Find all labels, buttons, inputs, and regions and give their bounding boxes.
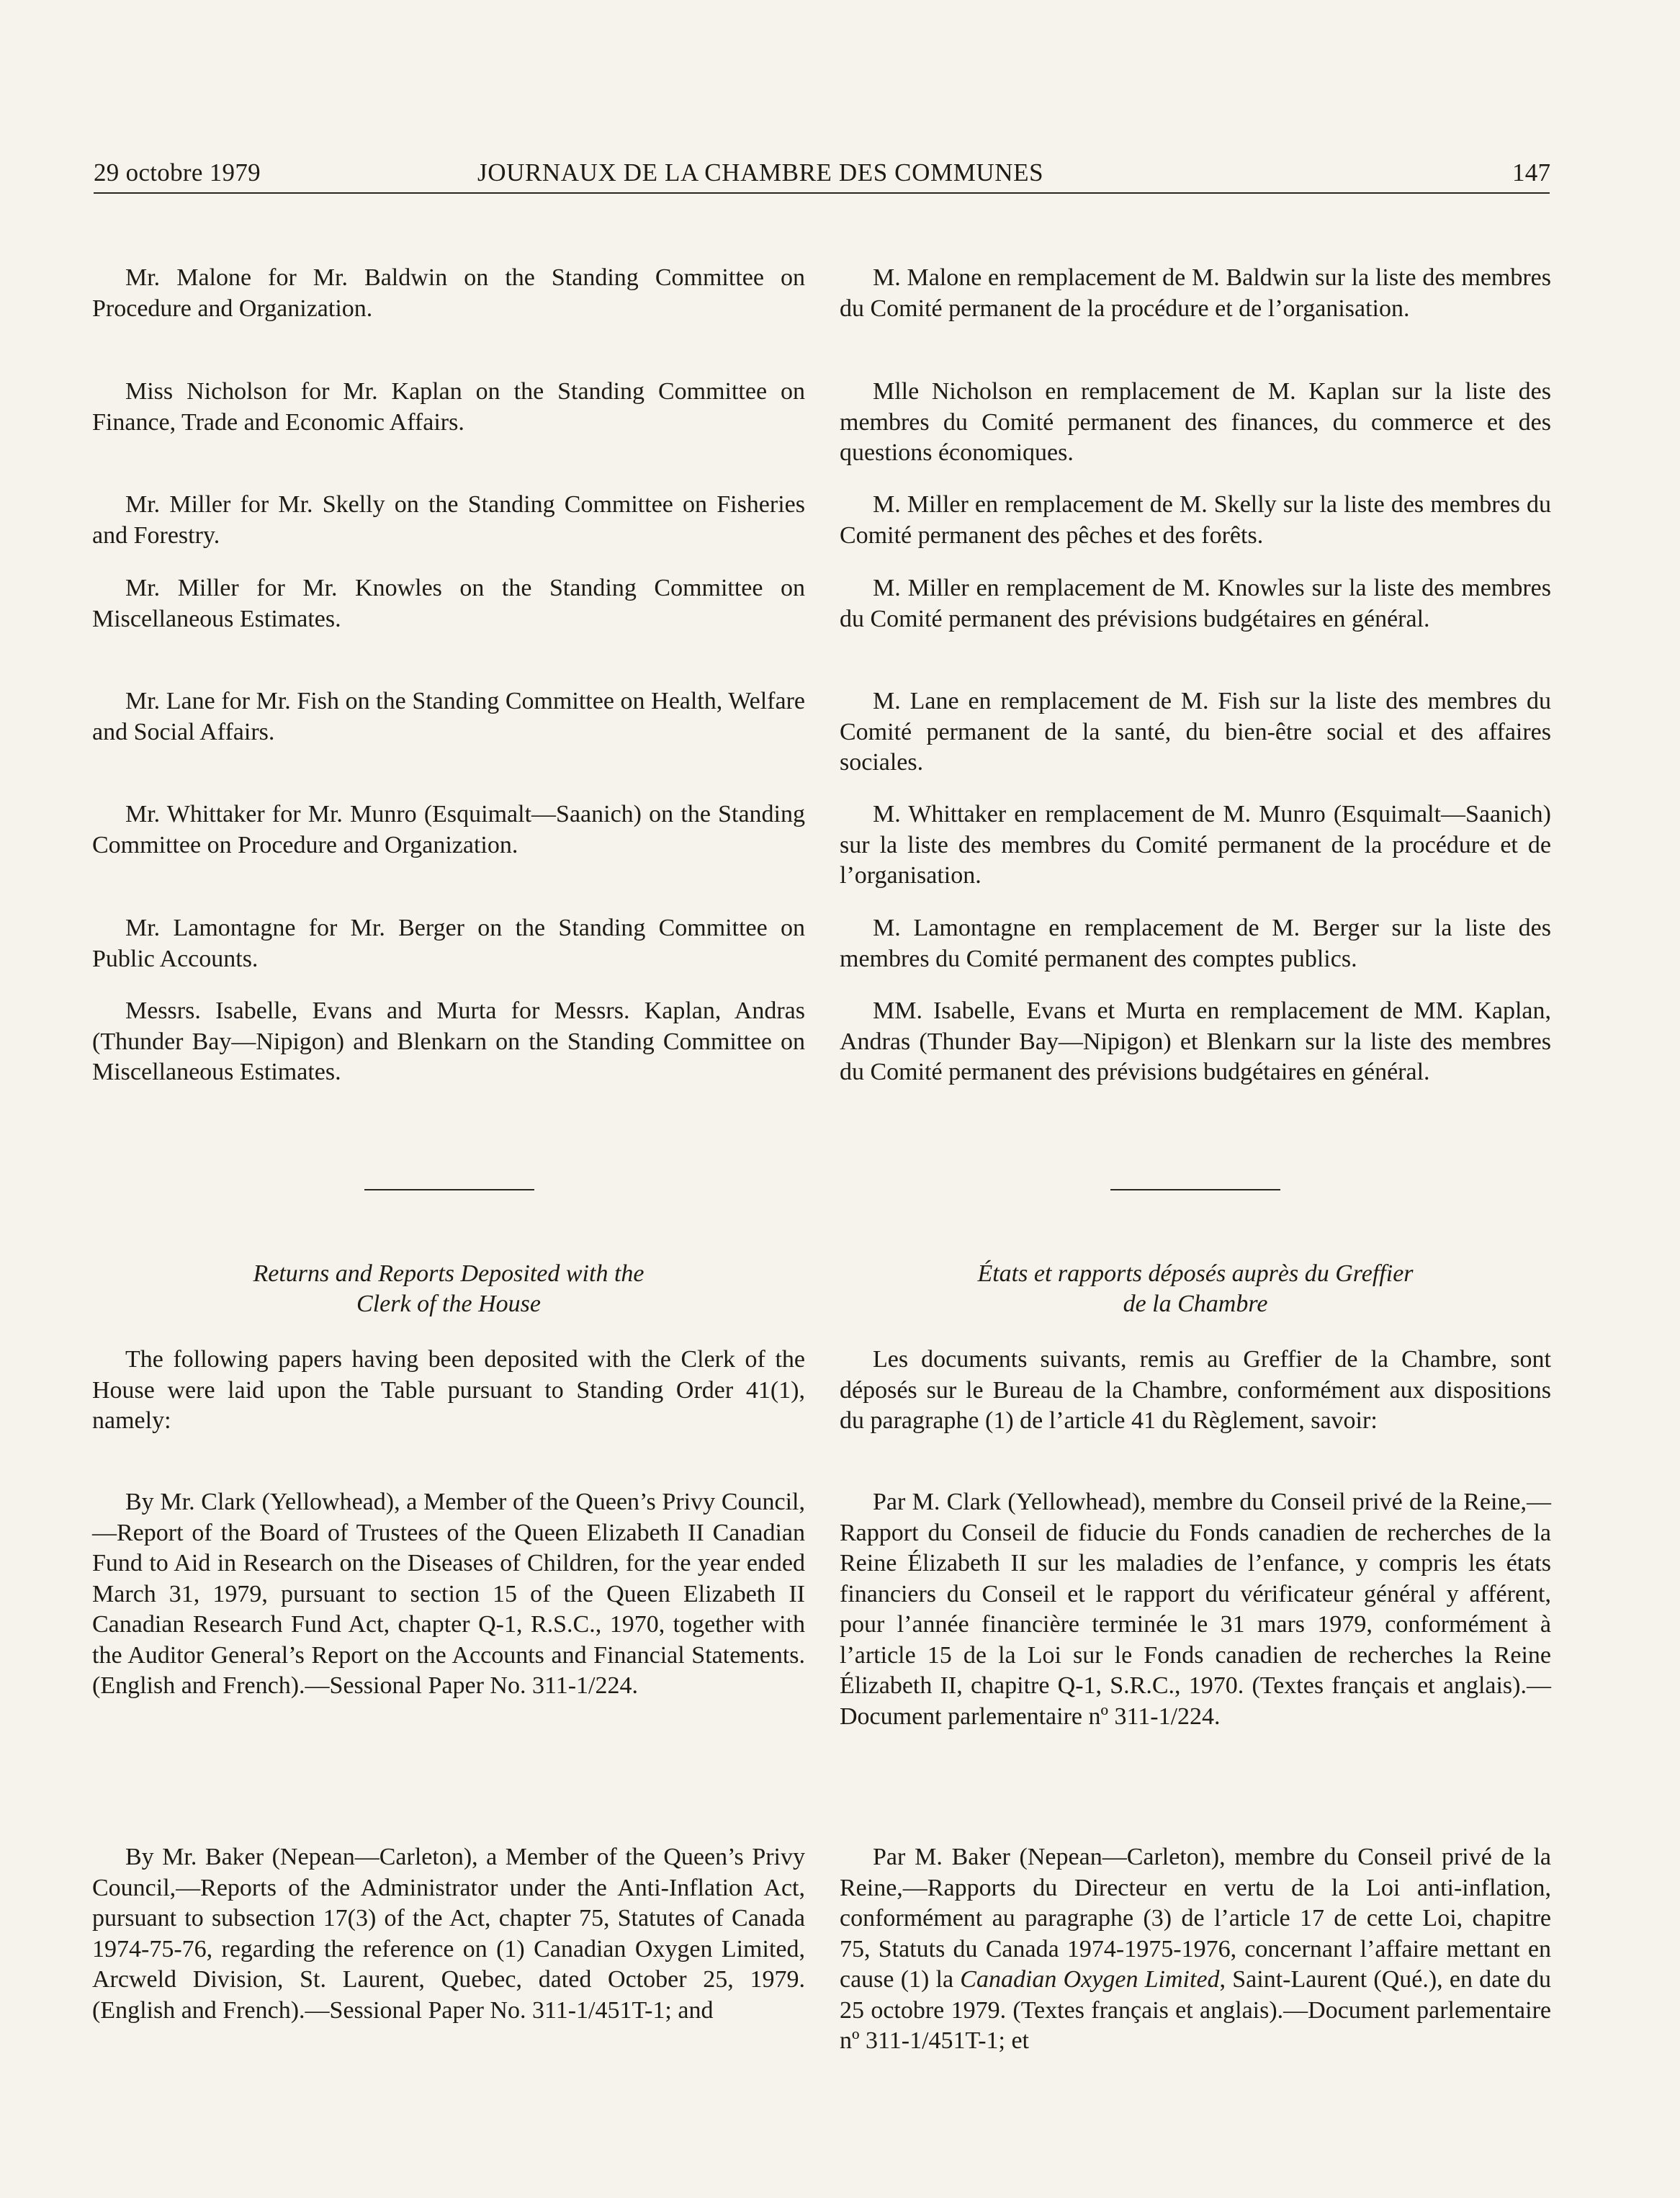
en-paper-baker: By Mr. Baker (Nepean—Carleton), a Member of the Queen’s Privy Council,—Reports of the Administrator under the Anti-Inflation Act, pursuant to subsection 17(3) of the Act, chapter 75, Statutes of Canada 1974-75-76, regarding the reference on (1) Canadian Oxygen Limited, Arcweld Division, St. Laurent, Quebec, dated October 25, 1979. (English and French).—Sessional Paper No. 311-1/451T-1; and bbox=[92, 1844, 805, 2024]
fr-substitution-isabelle: MM. Isabelle, Evans et Murta en remplacement de MM. Kaplan, Andras (Thunder Bay—Nipigon) et Blenkarn sur la liste des membres du Comité permanent des prévisions budgétaires en général. bbox=[840, 997, 1551, 1085]
en-substitution-whittaker: Mr. Whittaker for Mr. Munro (Esquimalt—Saanich) on the Standing Committee on Procedure and Organization. bbox=[92, 801, 805, 858]
en-substitution-nicholson: Miss Nicholson for Mr. Kaplan on the Standing Committee on Finance, Trade and Economic Affairs. bbox=[92, 378, 805, 436]
header-title: JOURNAUX DE LA CHAMBRE DES COMMUNES bbox=[477, 158, 1044, 187]
header-date: 29 octobre 1979 bbox=[94, 158, 261, 187]
fr-paper-baker-part-1: Par M. Baker (Nepean—Carleton), membre du Conseil privé de la Reine,—Rapports du Directeur en vertu de la Loi anti-inflation, conformément au paragraphe (3) de l’article 17 de cette Loi, chapitre 75, Statuts du Canada 1974-1975-1976, concernant l’affaire mettant en cause (1) la bbox=[840, 1844, 1551, 1993]
en-substitution-miller-knowles: Mr. Miller for Mr. Knowles on the Standing Committee on Miscellaneous Estimates. bbox=[92, 575, 805, 632]
fr-substitution-miller-knowles: M. Miller en remplacement de M. Knowles sur la liste des membres du Comité permanent des prévisions budgétaires en général. bbox=[840, 575, 1551, 632]
fr-substitution-lane: M. Lane en remplacement de M. Fish sur la liste des membres du Comité permanent de la santé, du bien-être social et des affaires sociales. bbox=[840, 688, 1551, 776]
fr-intro-paragraph: Les documents suivants, remis au Greffier de la Chambre, sont déposés sur le Bureau de la Chambre, conformément aux dispositions du paragraphe (1) de l’article 41 du Règlement, savoir: bbox=[840, 1346, 1551, 1434]
fr-paper-baker bbox=[840, 1842, 1551, 2057]
fr-paper-baker-company: Canadian Oxygen Limited bbox=[960, 1966, 1220, 1993]
page-number: 147 bbox=[1512, 158, 1551, 187]
en-substitution-lane: Mr. Lane for Mr. Fish on the Standing Committee on Health, Welfare and Social Affairs. bbox=[92, 688, 805, 745]
fr-substitution-lamontagne: M. Lamontagne en remplacement de M. Berger sur la liste des membres du Comité permanent des comptes publics. bbox=[840, 915, 1551, 972]
en-section-heading-line-2: Clerk of the House bbox=[356, 1291, 541, 1317]
en-paper-clark: By Mr. Clark (Yellowhead), a Member of the Queen’s Privy Council,—Report of the Board of Trustees of the Queen Elizabeth II Canadian Fund to Aid in Research on the Diseases of Children, for the year ended March 31, 1979, pursuant to section 15 of the Queen Elizabeth II Canadian Research Fund Act, chapter Q-1, R.S.C., 1970, together with the Auditor General’s Report on the Accounts and Financial Statements. (English and French).—Sessional Paper No. 311-1/224. bbox=[92, 1489, 805, 1699]
fr-substitution-malone: M. Malone en remplacement de M. Baldwin sur la liste des membres du Comité permanent de la procédure et de l’organisation. bbox=[840, 264, 1551, 322]
en-section-heading bbox=[92, 1259, 805, 1319]
fr-paper-baker-part-2: , Saint-Laurent (Qué.), en date du 25 octobre 1979. (Textes français et anglais).—Document parlementaire nº 311-1/451T-1; et bbox=[840, 1966, 1551, 2054]
en-section-separator bbox=[364, 1189, 534, 1190]
fr-paper-clark: Par M. Clark (Yellowhead), membre du Conseil privé de la Reine,—Rapport du Conseil de fiducie du Fonds canadien de recherches de la Reine Élizabeth II sur les maladies de l’enfance, y compris les états financiers du Conseil et le rapport du vérificateur général y afférent, pour l’année financière terminée le 31 mars 1979, conformément à l’article 15 de la Loi sur le Fonds canadien de recherches la Reine Élizabeth II, chapitre Q-1, S.R.C., 1970. (Textes français et anglais).—Document parlementaire nº 311-1/224. bbox=[840, 1489, 1551, 1730]
fr-substitution-miller-skelly: M. Miller en remplacement de M. Skelly sur la liste des membres du Comité permanent des pêches et des forêts. bbox=[840, 491, 1551, 549]
en-substitution-isabelle: Messrs. Isabelle, Evans and Murta for Messrs. Kaplan, Andras (Thunder Bay—Nipigon) and Blenkarn on the Standing Committee on Miscellaneous Estimates. bbox=[92, 997, 805, 1085]
fr-section-heading-line-1: États et rapports déposés auprès du Greffier bbox=[977, 1260, 1414, 1287]
en-substitution-lamontagne: Mr. Lamontagne for Mr. Berger on the Standing Committee on Public Accounts. bbox=[92, 915, 805, 972]
en-substitution-miller-skelly: Mr. Miller for Mr. Skelly on the Standing Committee on Fisheries and Forestry. bbox=[92, 491, 805, 549]
fr-section-separator bbox=[1110, 1189, 1280, 1190]
en-section-heading-line-1: Returns and Reports Deposited with the bbox=[253, 1260, 644, 1287]
fr-substitution-nicholson: Mlle Nicholson en remplacement de M. Kaplan sur la liste des membres du Comité permanent des finances, du commerce et des questions économiques. bbox=[840, 378, 1551, 466]
en-intro-paragraph: The following papers having been deposited with the Clerk of the House were laid upon the Table pursuant to Standing Order 41(1), namely: bbox=[92, 1346, 805, 1434]
fr-section-heading bbox=[840, 1259, 1551, 1319]
header-rule bbox=[94, 192, 1550, 194]
fr-section-heading-line-2: de la Chambre bbox=[1123, 1291, 1268, 1317]
en-substitution-malone: Mr. Malone for Mr. Baldwin on the Standing Committee on Procedure and Organization. bbox=[92, 264, 805, 322]
fr-substitution-whittaker: M. Whittaker en remplacement de M. Munro (Esquimalt—Saanich) sur la liste des membres du Comité permanent de la procédure et de l’organisation. bbox=[840, 801, 1551, 889]
